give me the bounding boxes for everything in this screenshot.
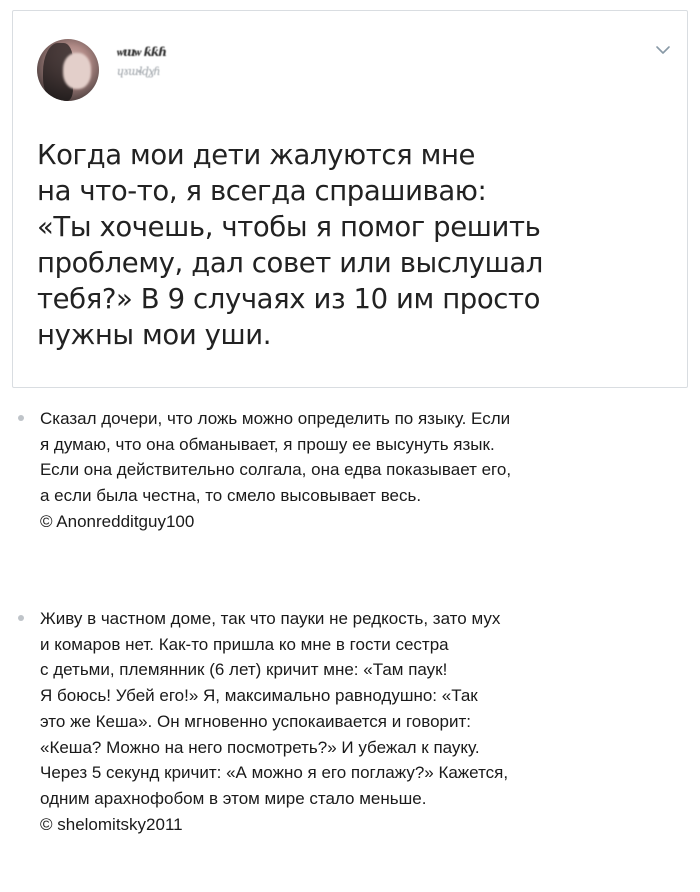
- story-line: с детьми, племянник (6 лет) кричит мне: «Там паук!: [40, 660, 448, 680]
- story-line: Живу в частном доме, так что пауки не редкость, зато мух: [40, 609, 501, 628]
- story-item: [18, 406, 688, 535]
- avatar-face: [63, 53, 91, 89]
- tweet-text-line: «Ты хочешь, чтобы я помог решить: [37, 211, 541, 243]
- story-line: Через 5 секунд кричит: «А можно я его поглажу?» Кажется,: [40, 763, 509, 783]
- tweet-text-line: проблему, дал совет или выслушал: [37, 247, 543, 279]
- story-line: это же Кеша». Он мгновенно успокаивается и говорит:: [40, 711, 471, 731]
- story-credit: © shelomitsky2011: [40, 814, 183, 834]
- story-line: Если она действительно солгала, она едва показывает его,: [40, 460, 512, 480]
- bullet-icon: [18, 615, 24, 621]
- tweet-text-line: тебя?» В 9 случаях из 10 им просто: [37, 283, 541, 315]
- tweet-card: [12, 10, 688, 388]
- story-line: Я боюсь! Убей его!» Я, максимально равнодушно: «Так: [40, 686, 478, 706]
- avatar[interactable]: [37, 39, 99, 101]
- story-line: и комаров нет. Как-то пришла ко мне в гости сестра: [40, 634, 449, 654]
- tweet-text-line: на что-то, я всегда спрашиваю:: [37, 175, 487, 207]
- author-handle-scribble[interactable]: ɥɤɯɬɖɣɦ: [117, 65, 160, 78]
- story-line: я думаю, что она обманывает, я прошу ее высунуть язык.: [40, 434, 495, 454]
- author-name-scribble[interactable]: ѡɯѡ ƙƙɦ: [117, 45, 166, 59]
- bullet-icon: [18, 415, 24, 421]
- tweet-header: [37, 39, 667, 103]
- story-item: [18, 606, 688, 837]
- chevron-down-icon[interactable]: [652, 39, 674, 61]
- story-line: «Кеша? Можно на него посмотреть?» И убежал к пауку.: [40, 737, 480, 757]
- story-line: а если была честна, то смело высовывает весь.: [40, 486, 422, 506]
- tweet-text: [37, 137, 657, 353]
- tweet-text-line: Когда мои дети жалуются мне: [37, 139, 476, 171]
- story-line: Сказал дочери, что ложь можно определить по языку. Если: [40, 409, 511, 428]
- story-credit: © Anonredditguy100: [40, 511, 195, 531]
- tweet-text-line: нужны мои уши.: [37, 319, 272, 351]
- story-line: одним арахнофобом в этом мире стало меньше.: [40, 788, 427, 808]
